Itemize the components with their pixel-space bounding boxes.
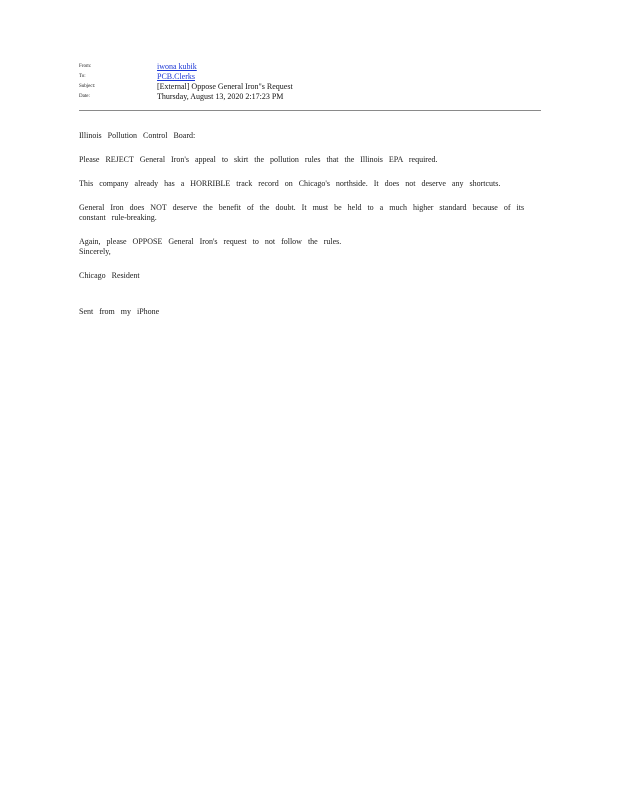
from-link[interactable]: iwona kubik (157, 62, 197, 71)
signature: Chicago Resident (79, 271, 140, 280)
paragraph-4: Again, please OPPOSE General Iron's request to not follow the rules. (79, 237, 342, 246)
header-divider (79, 110, 541, 111)
subject-row (79, 82, 541, 92)
subject-label: Subject: (79, 84, 96, 89)
to-row (79, 72, 541, 82)
date-label: Date: (79, 94, 90, 99)
date-value: Thursday, August 13, 2020 2:17:23 PM (157, 92, 284, 101)
greeting: Illinois Pollution Control Board: (79, 131, 196, 140)
from-row (79, 62, 541, 72)
paragraph-3: General Iron does NOT deserve the benefit of the doubt. It must be held to a much higher standard because of its constant rule-breaking. (79, 203, 525, 222)
to-label: To: (79, 74, 86, 79)
paragraph-2: This company already has a HORRIBLE track record on Chicago's northside. It does not deserve any shortcuts. (79, 179, 501, 188)
sent-from-footer: Sent from my iPhone (79, 307, 160, 316)
closing: Sincerely, (79, 247, 111, 256)
to-link[interactable]: PCB.Clerks (157, 72, 196, 81)
paragraph-1: Please REJECT General Iron's appeal to skirt the pollution rules that the Illinois EPA required. (79, 155, 438, 164)
date-row (79, 92, 541, 102)
email-header (79, 62, 541, 102)
from-label: From: (79, 64, 92, 69)
subject-value: [External] Oppose General Iron"s Request (157, 82, 293, 91)
email-body (79, 131, 529, 317)
